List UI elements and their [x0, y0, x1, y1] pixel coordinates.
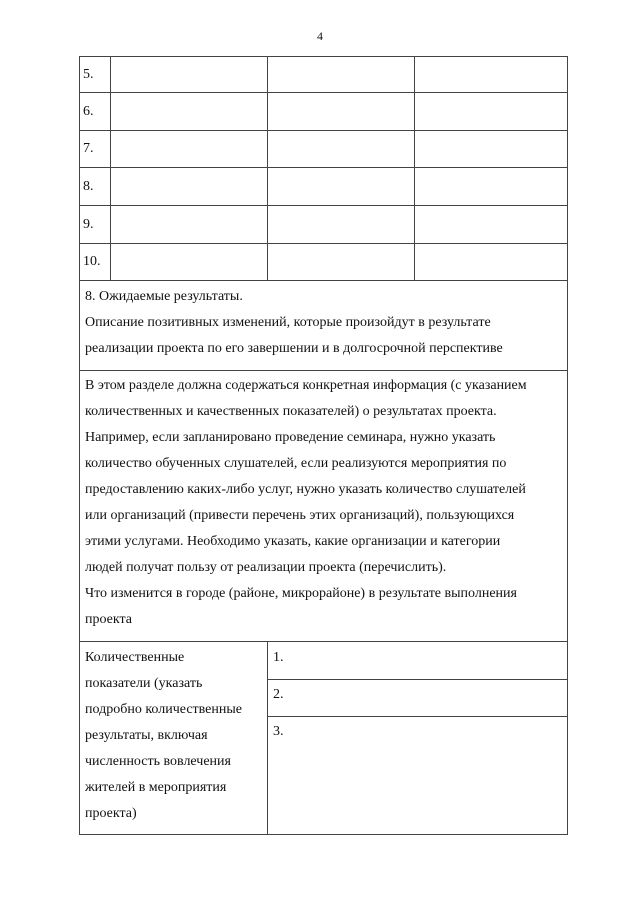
- guidance-line: Например, если запланировано проведение семинара, нужно указать: [85, 430, 496, 445]
- sub-row-divider: [267, 716, 568, 717]
- row-number: 7.: [83, 141, 94, 156]
- guidance-line: В этом разделе должна содержаться конкретная информация (с указанием: [85, 378, 527, 393]
- column-divider: [414, 56, 415, 280]
- row-number: 5.: [83, 66, 94, 82]
- row-divider: [79, 641, 568, 642]
- quantitative-item: 3.: [273, 724, 284, 739]
- section-description: реализации проекта по его завершении и в долгосрочной перспективе: [85, 341, 503, 356]
- quantitative-label-line: численность вовлечения: [85, 754, 231, 769]
- guidance-line: этими услугами. Необходимо указать, какие организации и категории: [85, 534, 501, 549]
- guidance-line: или организаций (привести перечень этих организаций), пользующихся: [85, 508, 515, 523]
- row-divider: [79, 130, 568, 131]
- page-number: 4: [317, 29, 323, 43]
- column-divider: [110, 56, 111, 280]
- row-divider: [79, 167, 568, 168]
- quantitative-label-cell: [80, 645, 267, 827]
- guidance-line: Что изменится в городе (районе, микрорайоне) в результате выполнения: [85, 586, 517, 601]
- section-heading-cell: [80, 284, 567, 362]
- quantitative-label-line: результаты, включая: [85, 728, 208, 743]
- section-description: Описание позитивных изменений, которые произойдут в результате: [85, 315, 491, 330]
- guidance-line: количественных и качественных показателей) о результатах проекта.: [85, 404, 497, 419]
- sub-row-divider: [267, 679, 568, 680]
- table-border-bottom: [79, 834, 568, 835]
- table-border-right: [567, 56, 568, 835]
- row-number: 10.: [83, 254, 101, 269]
- guidance-line: предоставлению каких-либо услуг, нужно указать количество слушателей: [85, 482, 526, 497]
- row-divider: [79, 205, 568, 206]
- row-number: 8.: [83, 178, 94, 194]
- quantitative-label-line: Количественные: [85, 650, 185, 665]
- guidance-line: количество обученных слушателей, если реализуются мероприятия по: [85, 456, 507, 471]
- row-number: 9.: [83, 216, 94, 232]
- column-divider: [267, 56, 268, 280]
- row-divider: [79, 370, 568, 371]
- quantitative-label-line: проекта): [85, 806, 137, 821]
- guidance-text-cell: [80, 373, 567, 633]
- row-divider: [79, 243, 568, 244]
- guidance-line: людей получат пользу от реализации проекта (перечислить).: [85, 560, 447, 575]
- quantitative-label-line: показатели (указать: [85, 676, 203, 691]
- section-heading: 8. Ожидаемые результаты.: [85, 289, 243, 304]
- table-border-top: [79, 56, 568, 57]
- quantitative-label-line: подробно количественные: [85, 702, 242, 717]
- quantitative-label-line: жителей в мероприятия: [85, 780, 227, 795]
- row-divider: [79, 280, 568, 281]
- row-divider: [79, 92, 568, 93]
- quantitative-item: 1.: [273, 650, 284, 665]
- quantitative-item: 2.: [273, 687, 284, 702]
- row-number: 6.: [83, 103, 94, 119]
- guidance-line: проекта: [85, 612, 132, 627]
